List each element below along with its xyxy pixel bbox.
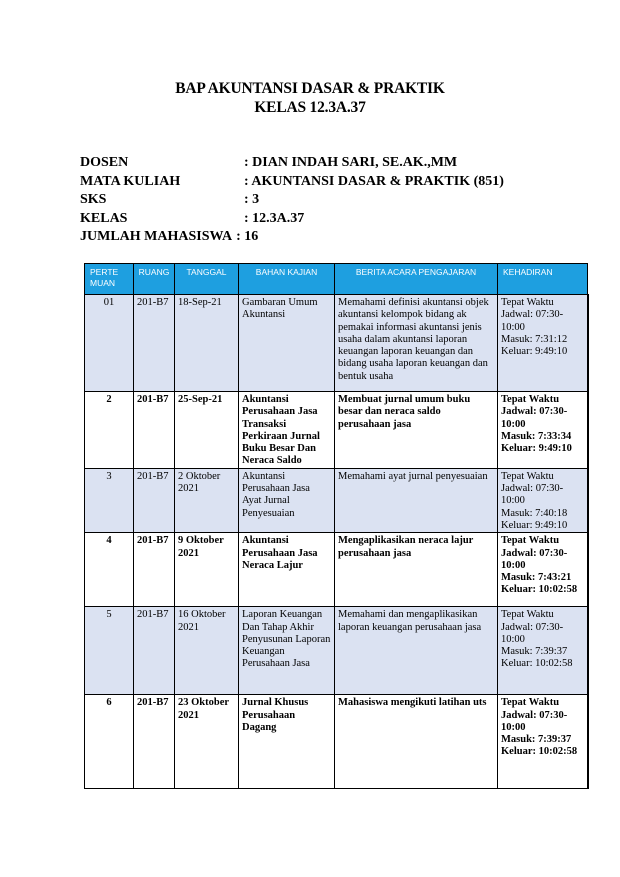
cell-pertemuan: 4: [85, 533, 134, 607]
cell-ruang: 201-B7: [134, 695, 175, 789]
cell-pertemuan: 6: [85, 695, 134, 789]
info-value: : AKUNTANSI DASAR & PRAKTIK (851): [244, 173, 504, 189]
cell-tanggal: 2 Oktober 2021: [175, 468, 239, 532]
info-row-dosen: [80, 154, 504, 173]
cell-bahan: Akuntansi Perusahaan Jasa Transaksi Perkiraan Jurnal Buku Besar Dan Neraca Saldo: [239, 392, 335, 469]
cell-bahan: Akuntansi Perusahaan Jasa Neraca Lajur: [239, 533, 335, 607]
cell-bahan: Jurnal Khusus Perusahaan Dagang: [239, 695, 335, 789]
cell-kehadiran: Tepat Waktu Jadwal: 07:30-10:00 Masuk: 7:39:37 Keluar: 10:02:58: [498, 695, 588, 789]
table-row: [85, 295, 588, 392]
table-row: [85, 533, 588, 607]
info-label: DOSEN: [80, 155, 129, 170]
table-row: [85, 695, 588, 789]
info-label: KELAS: [80, 210, 128, 226]
info-label: SKS: [80, 192, 107, 207]
cell-bahan: Laporan Keuangan Dan Tahap Akhir Penyusunan Laporan Keuangan Perusahaan Jasa: [239, 607, 335, 695]
cell-pertemuan: 5: [85, 607, 134, 695]
course-info: [80, 154, 504, 247]
cell-ruang: 201-B7: [134, 533, 175, 607]
cell-ruang: 201-B7: [134, 468, 175, 532]
cell-berita: Membuat jurnal umum buku besar dan neraca saldo perusahaan jasa: [335, 392, 498, 469]
cell-berita: Memahami definisi akuntansi objek akuntansi kelompok bidang ak pemakai informasi akuntansi jenis usaha dalam akuntansi laporan keuangan laporan keuangan dan bidang usaha laporan keuangan dan bentuk usaha: [335, 295, 498, 392]
document-subtitle: KELAS 12.3A.37: [254, 99, 366, 116]
cell-kehadiran: Tepat Waktu Jadwal: 07:30-10:00 Masuk: 7:33:34 Keluar: 9:49:10: [498, 392, 588, 469]
cell-berita: Mahasiswa mengikuti latihan uts: [335, 695, 498, 789]
table-row: [85, 392, 588, 469]
table-row: [85, 468, 588, 532]
cell-pertemuan: 3: [85, 468, 134, 532]
cell-bahan: Akuntansi Perusahaan Jasa Ayat Jurnal Penyesuaian: [239, 468, 335, 532]
info-row-jumlah-mahasiswa: [80, 228, 504, 247]
info-row-sks: [80, 191, 504, 210]
header-tanggal: TANGGAL: [175, 264, 239, 295]
cell-pertemuan: 2: [85, 392, 134, 469]
cell-tanggal: 16 Oktober 2021: [175, 607, 239, 695]
cell-ruang: 201-B7: [134, 392, 175, 469]
cell-kehadiran: Tepat Waktu Jadwal: 07:30-10:00 Masuk: 7:43:21 Keluar: 10:02:58: [498, 533, 588, 607]
table-header-row: [85, 264, 588, 295]
info-value: : DIAN INDAH SARI, SE.AK.,MM: [244, 155, 458, 170]
cell-kehadiran: Tepat Waktu Jadwal: 07:30-10:00 Masuk: 7:40:18 Keluar: 9:49:10: [498, 468, 588, 532]
table-row: [85, 607, 588, 695]
cell-berita: Mengaplikasikan neraca lajur perusahaan jasa: [335, 533, 498, 607]
cell-berita: Memahami ayat jurnal penyesuaian: [335, 468, 498, 532]
cell-kehadiran: Tepat Waktu Jadwal: 07:30-10:00 Masuk: 7:31:12 Keluar: 9:49:10: [498, 295, 588, 392]
attendance-table: [84, 263, 589, 789]
cell-ruang: 201-B7: [134, 295, 175, 392]
info-value: : 16: [236, 229, 259, 244]
cell-berita: Memahami dan mengaplikasikan laporan keuangan perusahaan jasa: [335, 607, 498, 695]
cell-ruang: 201-B7: [134, 607, 175, 695]
cell-kehadiran: Tepat Waktu Jadwal: 07:30-10:00 Masuk: 7:39:37 Keluar: 10:02:58: [498, 607, 588, 695]
header-bahan-kajian: BAHAN KAJIAN: [239, 264, 335, 295]
info-row-mata-kuliah: [80, 173, 504, 192]
header-kehadiran: KEHADIRAN: [498, 264, 588, 295]
document-title: BAP AKUNTANSI DASAR & PRAKTIK: [175, 80, 445, 97]
header-pertemuan: PERTE MUAN: [85, 264, 134, 295]
cell-tanggal: 18-Sep-21: [175, 295, 239, 392]
cell-pertemuan: 01: [85, 295, 134, 392]
cell-bahan: Gambaran Umum Akuntansi: [239, 295, 335, 392]
info-value: : 3: [244, 192, 260, 207]
info-label: JUMLAH MAHASISWA: [80, 229, 233, 244]
info-value: : 12.3A.37: [244, 210, 305, 226]
header-berita-acara: BERITA ACARA PENGAJARAN: [335, 264, 498, 295]
cell-tanggal: 9 Oktober 2021: [175, 533, 239, 607]
header-ruang: RUANG: [134, 264, 175, 295]
cell-tanggal: 23 Oktober 2021: [175, 695, 239, 789]
info-row-kelas: [80, 210, 504, 229]
cell-tanggal: 25-Sep-21: [175, 392, 239, 469]
info-label: MATA KULIAH: [80, 173, 181, 189]
